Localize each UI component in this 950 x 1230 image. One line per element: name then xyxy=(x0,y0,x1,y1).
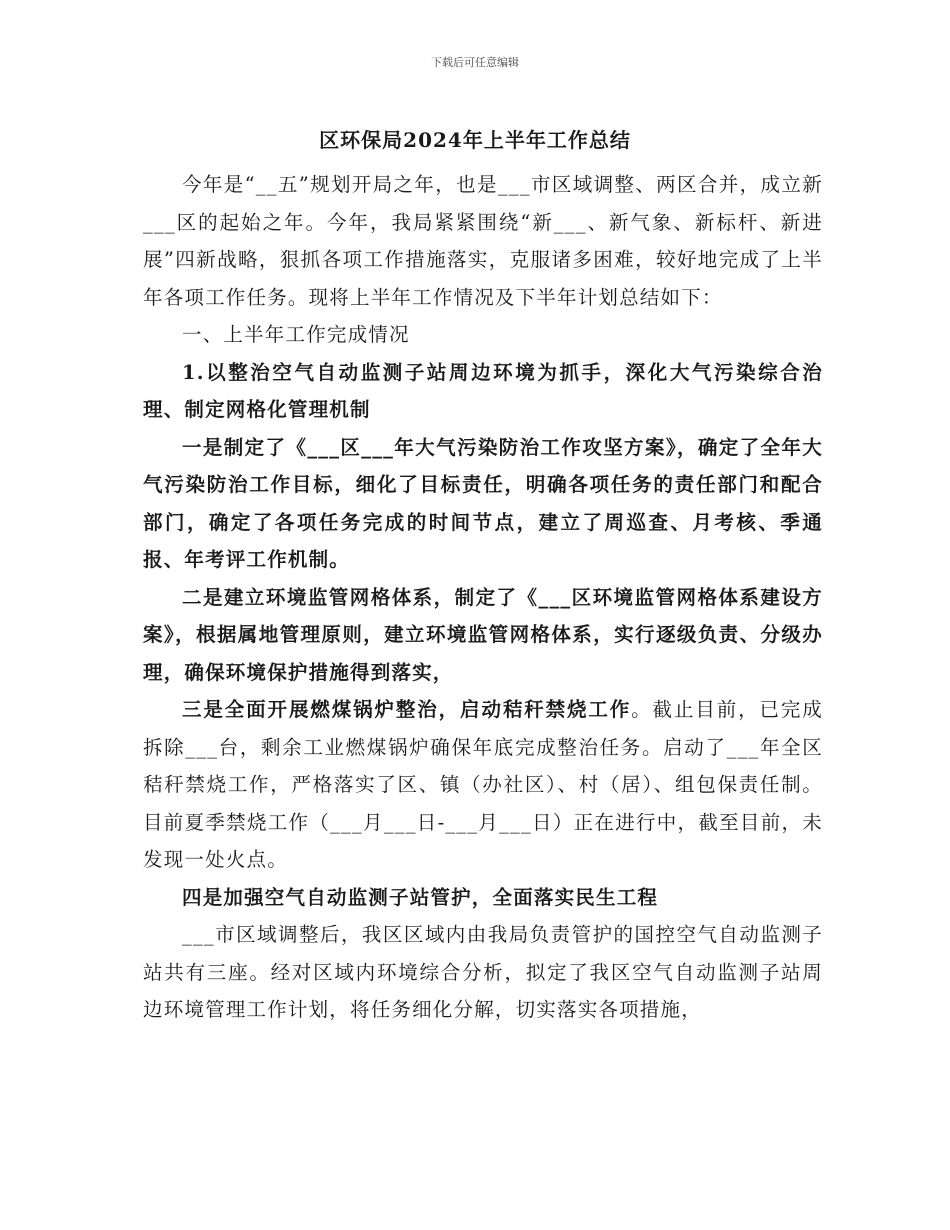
paragraph-item-3-text: 。截止目前，已完成拆除___台，剩余工业燃煤锅炉确保年底完成整治任务。启动了___年全区秸秆禁烧工作，严格落实了区、镇（办社区）、村（居）、组包保责任制。目前夏季禁烧工作（___月___日-___月___日）正在进行中，截至目前，未发现一处火点。 xyxy=(143,698,823,871)
paragraph-item-4-text: ___市区域调整后，我区区域内由我局负责管护的国控空气自动监测子站共有三座。经对区域内环境综合分析，拟定了我区空气自动监测子站周边环境管理工作计划，将任务细化分解，切实落实各项措施， xyxy=(143,923,823,1021)
document-body xyxy=(143,166,823,1029)
paragraph-item-1: 一是制定了《___区___年大气污染防治工作攻坚方案》，确定了全年大气污染防治工作目标，细化了目标责任，明确各项任务的责任部门和配合部门，确定了各项任务完成的时间节点，建立了周巡查、月考核、季通报、年考评工作机制。 xyxy=(143,435,823,571)
paragraph-item-3-lead: 三是全面开展燃煤锅炉整治，启动秸秆禁烧工作 xyxy=(182,698,632,721)
paragraph-item-3 xyxy=(143,691,823,879)
subsection-heading-1: 1.以整治空气自动监测子站周边环境为抓手，深化大气污染综合治理、制定网格化管理机制 xyxy=(143,360,823,421)
paragraph-intro: 今年是“__五”规划开局之年，也是___市区域调整、两区合并，成立新___区的起始之年。今年，我局紧紧围绕“新___、新气象、新标杆、新进展”四新战略，狠抓各项工作措施落实，克服诸多困难，较好地完成了上半年各项工作任务。现将上半年工作情况及下半年计划总结如下： xyxy=(143,173,823,309)
paragraph-item-4-heading: 四是加强空气自动监测子站管护，全面落实民生工程 xyxy=(182,885,659,909)
paragraph-item-2: 二是建立环境监管网格体系，制定了《___区环境监管网格体系建设方案》，根据属地管理原则，建立环境监管网格体系，实行逐级负责、分级办理，确保环境保护措施得到落实， xyxy=(143,585,823,684)
document-title: 区环保局2024年上半年工作总结 xyxy=(319,128,631,152)
header-note: 下载后可任意编辑 xyxy=(431,56,519,69)
section-heading-1: 一、上半年工作完成情况 xyxy=(182,323,410,346)
